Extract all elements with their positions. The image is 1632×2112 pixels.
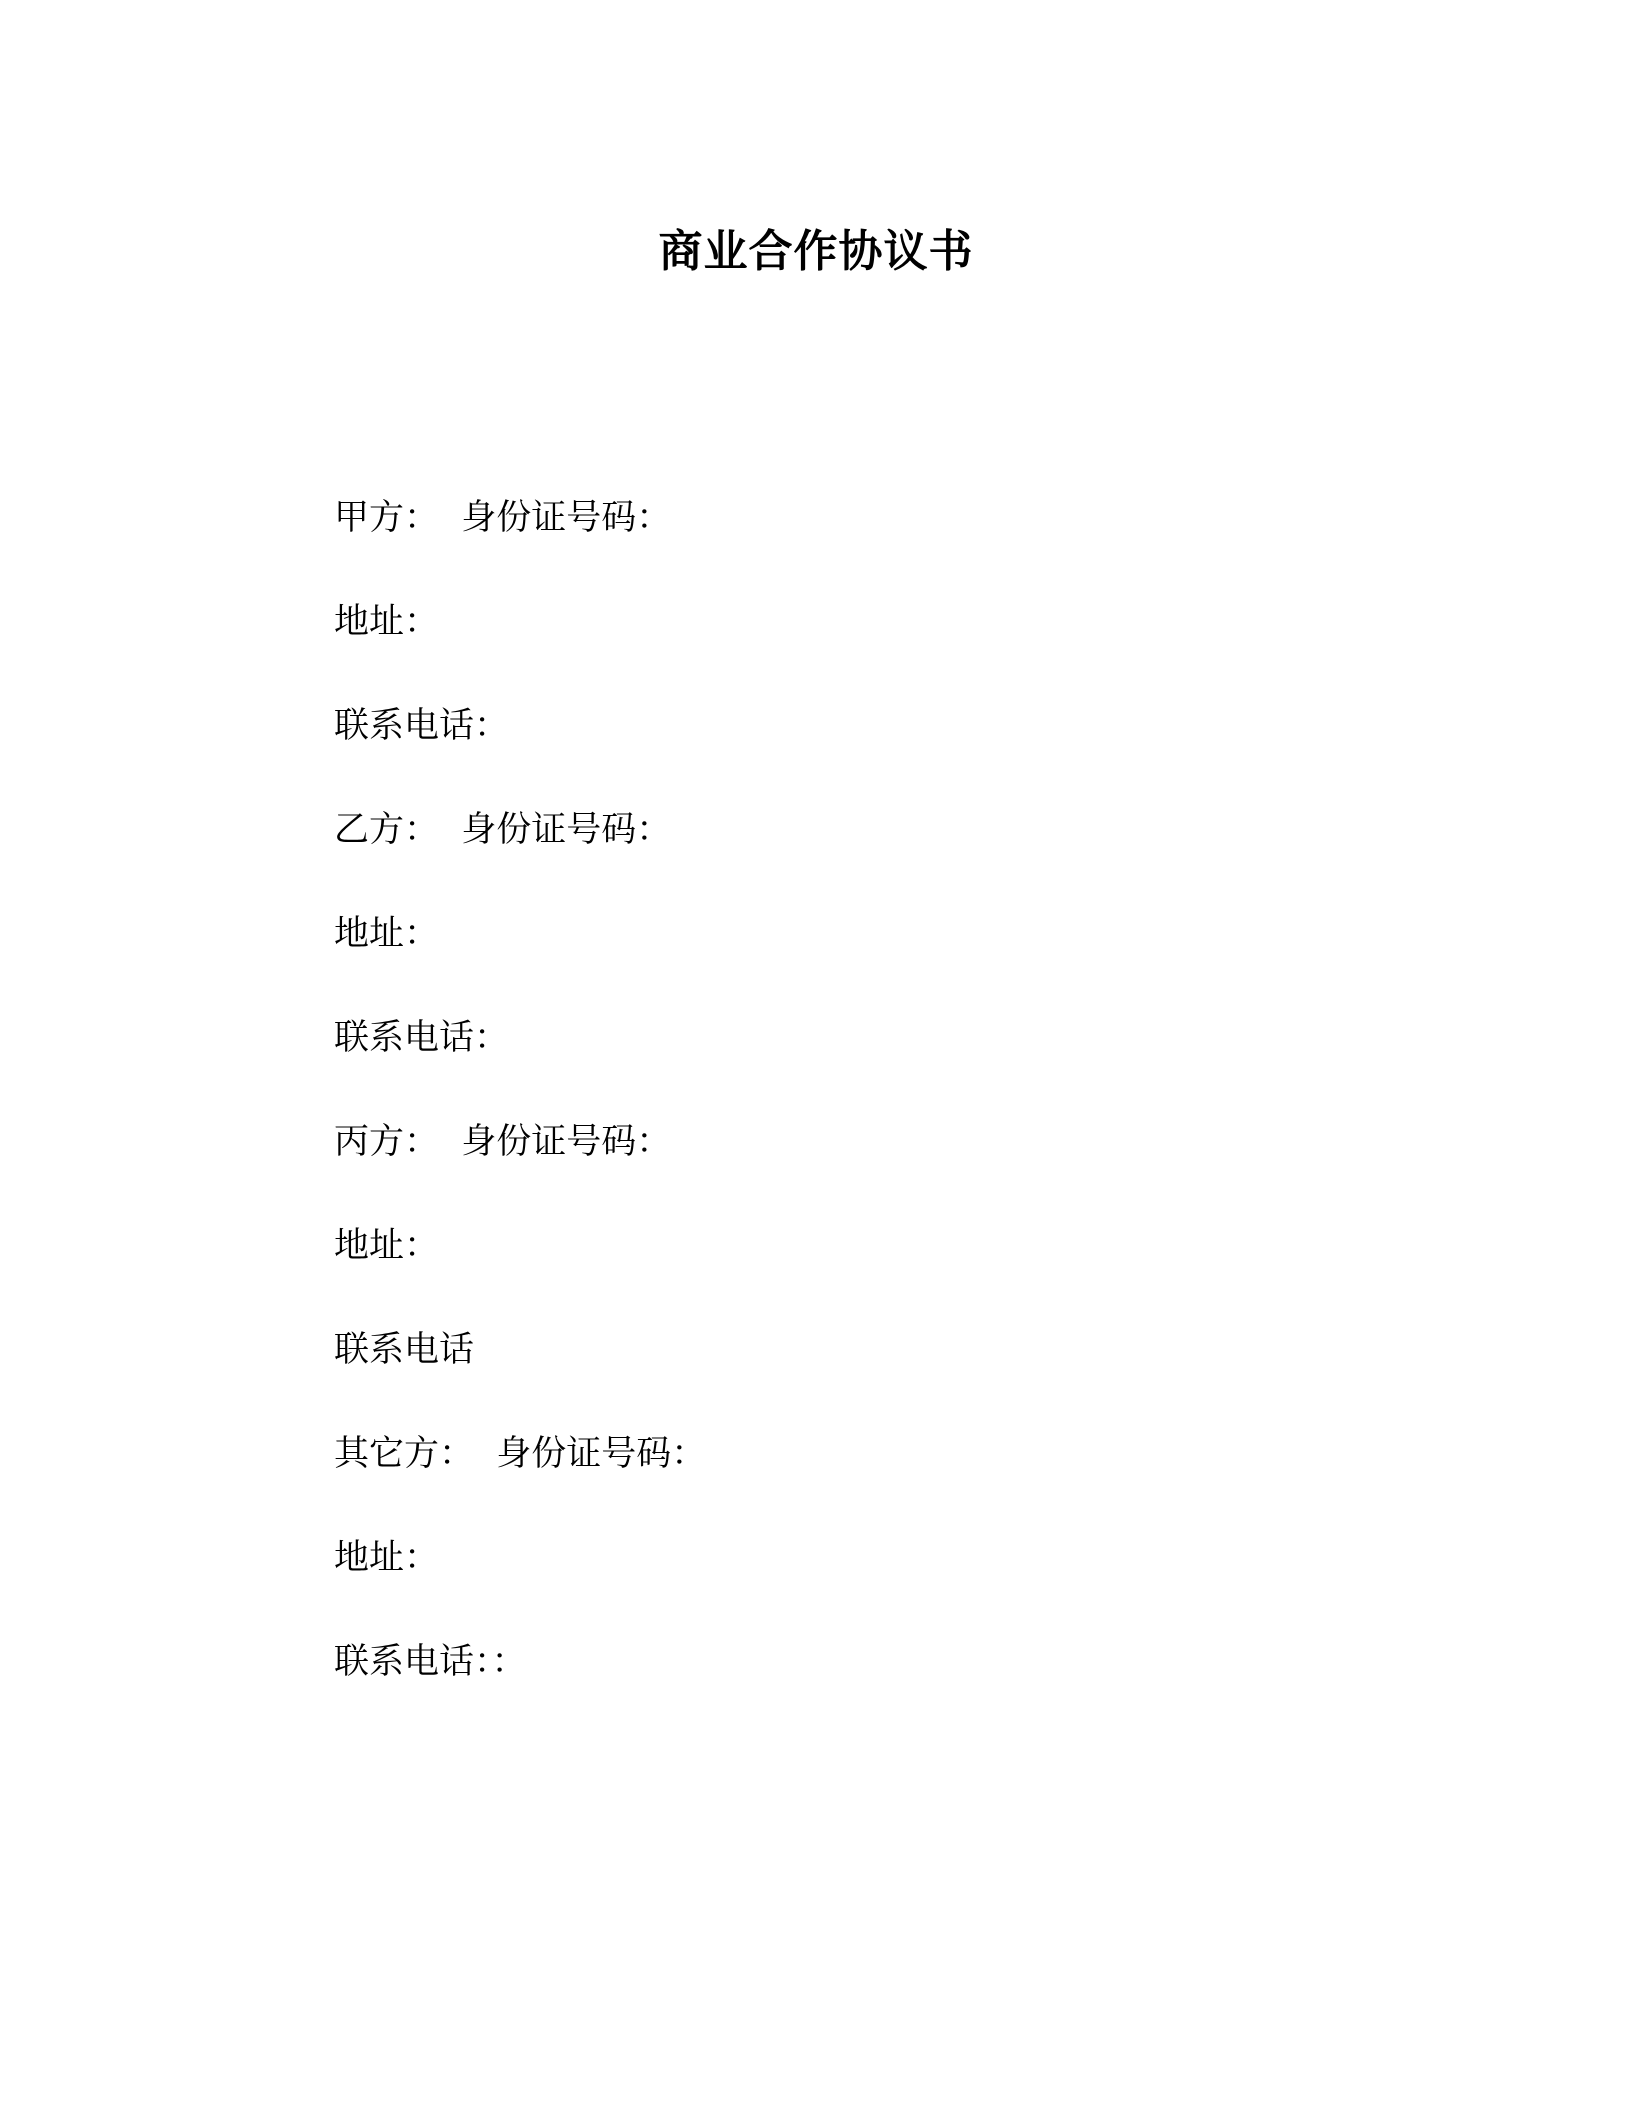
other-party-id-line: 其它方： 身份证号码：: [334, 1434, 707, 1474]
party-c-address-line: 地址：: [334, 1226, 440, 1266]
other-party-phone-line: 联系电话：：: [334, 1642, 527, 1682]
party-b-address-line: 地址：: [334, 914, 440, 954]
party-a-id-line: 甲方： 身份证号码：: [334, 498, 672, 538]
party-c-id-line: 丙方： 身份证号码：: [334, 1122, 672, 1162]
other-party-address-line: 地址：: [334, 1538, 440, 1578]
party-b-id-line: 乙方： 身份证号码：: [334, 810, 672, 850]
party-c-phone-line: 联系电话: [334, 1330, 475, 1370]
party-info-section: [334, 490, 1434, 1738]
party-b-phone-line: 联系电话：: [334, 1018, 510, 1058]
document-title: 商业合作协议书: [658, 226, 974, 277]
party-a-address-line: 地址：: [334, 602, 440, 642]
party-a-phone-line: 联系电话：: [334, 706, 510, 746]
